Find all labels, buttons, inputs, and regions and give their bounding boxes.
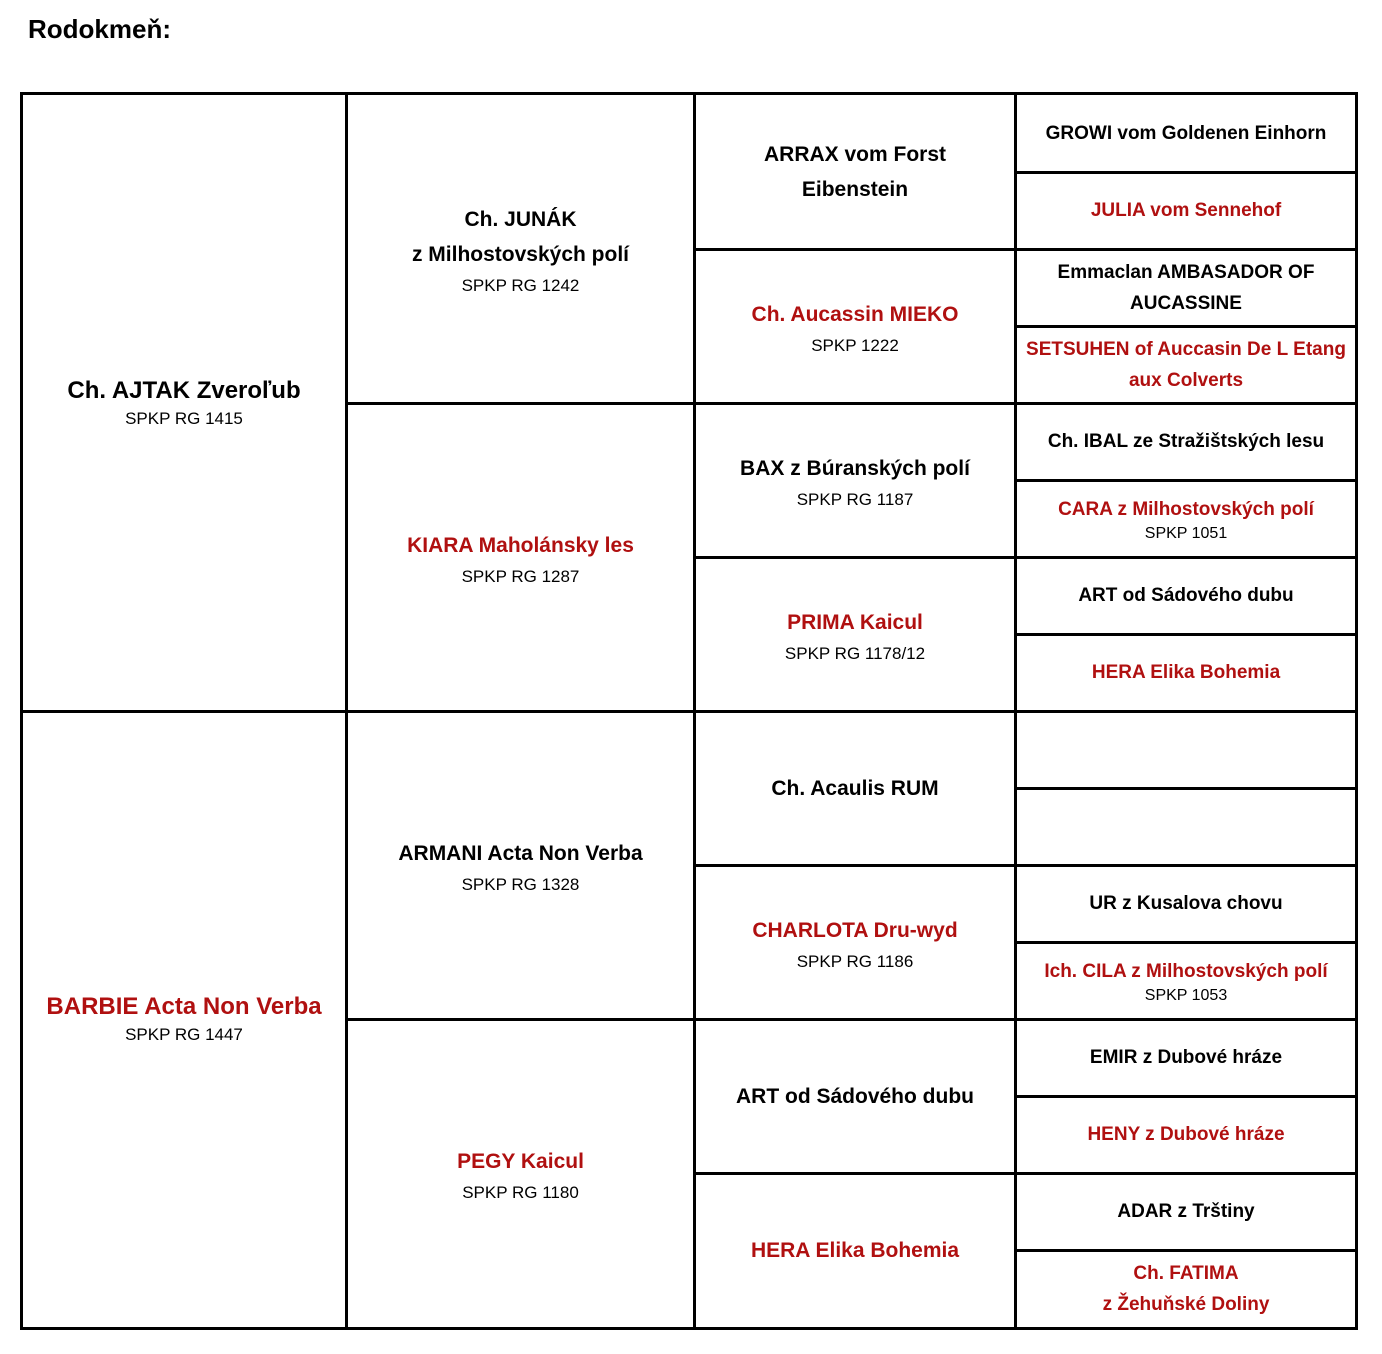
registration-number: SPKP RG 1328 (461, 874, 580, 894)
registration-number: SPKP RG 1287 (461, 566, 580, 586)
pedigree-cell-gen4 (1017, 1250, 1355, 1327)
dog-name: ART od Sádového dubu (736, 1084, 974, 1108)
page-title: Rodokmeň: (28, 14, 171, 44)
registration-number: SPKP RG 1178/12 (784, 643, 926, 663)
dog-name: HERA Elika Bohemia (750, 1238, 960, 1262)
registration-number: SPKP 1222 (811, 335, 899, 355)
pedigree-cell-gen4 (1017, 172, 1355, 249)
pedigree-cell-gen3 (696, 1019, 1014, 1173)
dog-name: ARMANI Acta Non Verba (398, 841, 643, 865)
pedigree-cell-gen4 (1017, 557, 1355, 634)
pedigree-cell-gen3 (696, 403, 1014, 557)
registration-number: SPKP RG 1187 (796, 489, 914, 509)
dog-name: GROWI vom Goldenen Einhorn (1045, 123, 1327, 144)
dog-name: SETSUHEN of Auccasin De L Etang aux Colverts (1026, 338, 1346, 391)
dog-name: ADAR z Trštiny (1117, 1201, 1255, 1222)
pedigree-cell-gen4 (1017, 711, 1355, 788)
dog-name: PRIMA Kaicul (787, 610, 923, 634)
dog-name: ARRAX vom Forst Eibenstein (763, 143, 947, 201)
pedigree-cell-gen3 (696, 711, 1014, 865)
dog-name: JULIA vom Sennehof (1090, 200, 1282, 221)
pedigree-cell-gen4 (1017, 326, 1355, 403)
registration-number: SPKP 1051 (1144, 525, 1228, 542)
pedigree-cell-gen3 (696, 1173, 1014, 1327)
dog-name: Ich. CILA z Milhostovských polí (1044, 961, 1328, 982)
dog-name: PEGY Kaicul (457, 1149, 584, 1173)
dog-name: CARA z Milhostovských polí (1058, 499, 1314, 520)
registration-number: SPKP RG 1180 (462, 1182, 579, 1202)
registration-number: SPKP RG 1415 (125, 409, 243, 428)
dog-name: Ch. Acaulis RUM (771, 776, 939, 800)
dog-name: BAX z Búranských polí (740, 456, 970, 480)
pedigree-table (20, 92, 1358, 1330)
pedigree-cell-gen4 (1017, 634, 1355, 711)
registration-number: SPKP RG 1186 (796, 951, 914, 971)
dog-name: Ch. JUNÁK z Milhostovských polí (411, 208, 630, 266)
pedigree-cell-gen4 (1017, 249, 1355, 326)
pedigree-cell-gen2 (348, 403, 693, 711)
pedigree-cell-gen3 (696, 557, 1014, 711)
dog-name: KIARA Maholánsky les (407, 533, 634, 557)
registration-number: SPKP 1053 (1144, 987, 1228, 1004)
pedigree-cell-gen4 (1017, 1019, 1355, 1096)
registration-number: SPKP RG 1242 (461, 276, 580, 295)
pedigree-cell-gen4 (1017, 1173, 1355, 1250)
dog-name: ART od Sádového dubu (1078, 585, 1294, 606)
dog-name: HENY z Dubové hráze (1087, 1124, 1285, 1145)
dog-name: CHARLOTA Dru-wyd (752, 918, 958, 942)
pedigree-cell-gen4 (1017, 95, 1355, 172)
dog-name: Ch. FATIMA z Žehuňské Doliny (1102, 1262, 1270, 1315)
dog-name: Ch. AJTAK Zveroľub (67, 377, 301, 404)
dog-name: BARBIE Acta Non Verba (46, 993, 322, 1020)
dog-name: UR z Kusalova chovu (1089, 893, 1283, 914)
pedigree-cell-gen3 (696, 95, 1014, 249)
dog-name: Ch. Aucassin MIEKO (751, 302, 959, 326)
pedigree-cell-gen4 (1017, 788, 1355, 865)
pedigree-cell-gen4 (1017, 480, 1355, 557)
dog-name: EMIR z Dubové hráze (1089, 1047, 1283, 1068)
pedigree-cell-gen1 (23, 95, 345, 711)
pedigree-cell-gen4 (1017, 403, 1355, 480)
registration-number: SPKP RG 1447 (125, 1025, 243, 1044)
pedigree-cell-gen4 (1017, 1096, 1355, 1173)
pedigree-cell-gen2 (348, 95, 693, 403)
dog-name: Emmaclan AMBASADOR OF AUCASSINE (1057, 261, 1315, 314)
pedigree-cell-gen4 (1017, 865, 1355, 942)
dog-name: HERA Elika Bohemia (1091, 662, 1281, 683)
dog-name: Ch. IBAL ze Stražištských lesu (1047, 431, 1325, 452)
pedigree-cell-gen2 (348, 1019, 693, 1327)
pedigree-cell-gen4 (1017, 942, 1355, 1019)
pedigree-cell-gen1 (23, 711, 345, 1327)
pedigree-cell-gen3 (696, 249, 1014, 403)
pedigree-cell-gen2 (348, 711, 693, 1019)
pedigree-cell-gen3 (696, 865, 1014, 1019)
